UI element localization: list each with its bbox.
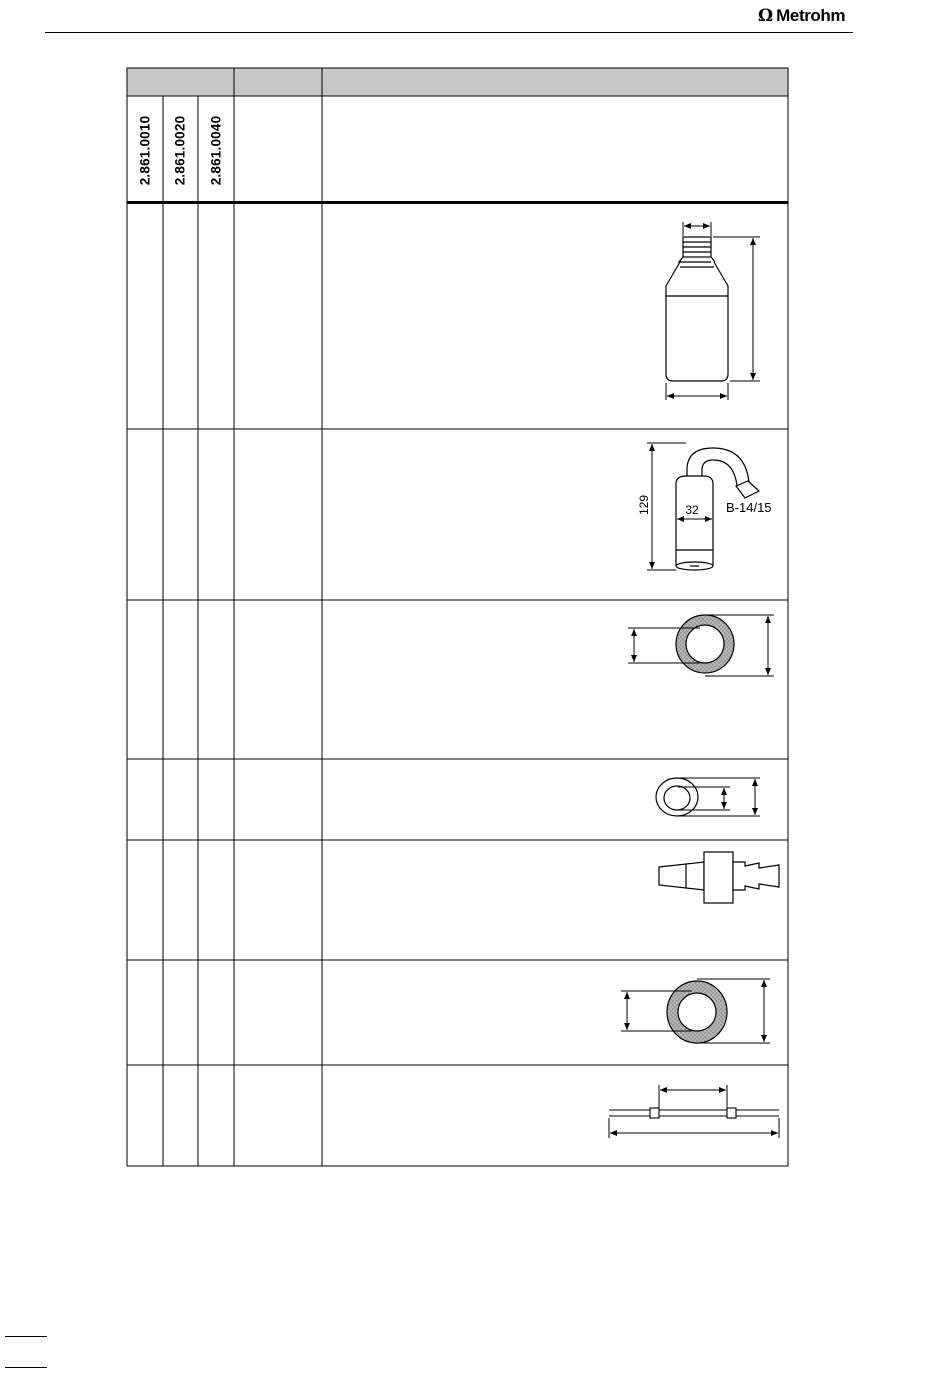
tubing-drawing	[609, 1108, 779, 1118]
footer-mark-1	[5, 1336, 47, 1337]
bottle-drawing	[666, 237, 728, 381]
order-code-2-861-0040: 2.861.0040	[208, 115, 224, 185]
o-ring-large-drawing	[676, 615, 734, 673]
tubing-dimensions	[609, 1085, 779, 1138]
bottle-dimensions	[666, 222, 760, 400]
adapter-joint-label: B-14/15	[726, 500, 772, 515]
adapter-dimensions	[647, 443, 712, 570]
adapter-diameter-label: 32	[685, 503, 699, 517]
o-ring-drawing	[667, 981, 727, 1043]
footer-mark-2	[5, 1367, 47, 1368]
adapter-height-label: 129	[637, 494, 651, 516]
order-code-2-861-0020: 2.861.0020	[172, 115, 188, 185]
hose-connector-drawing	[659, 852, 779, 903]
brand-name: Metrohm	[776, 6, 846, 25]
order-code-2-861-0010: 2.861.0010	[137, 115, 153, 185]
omega-logo-icon: Ω	[758, 5, 774, 26]
